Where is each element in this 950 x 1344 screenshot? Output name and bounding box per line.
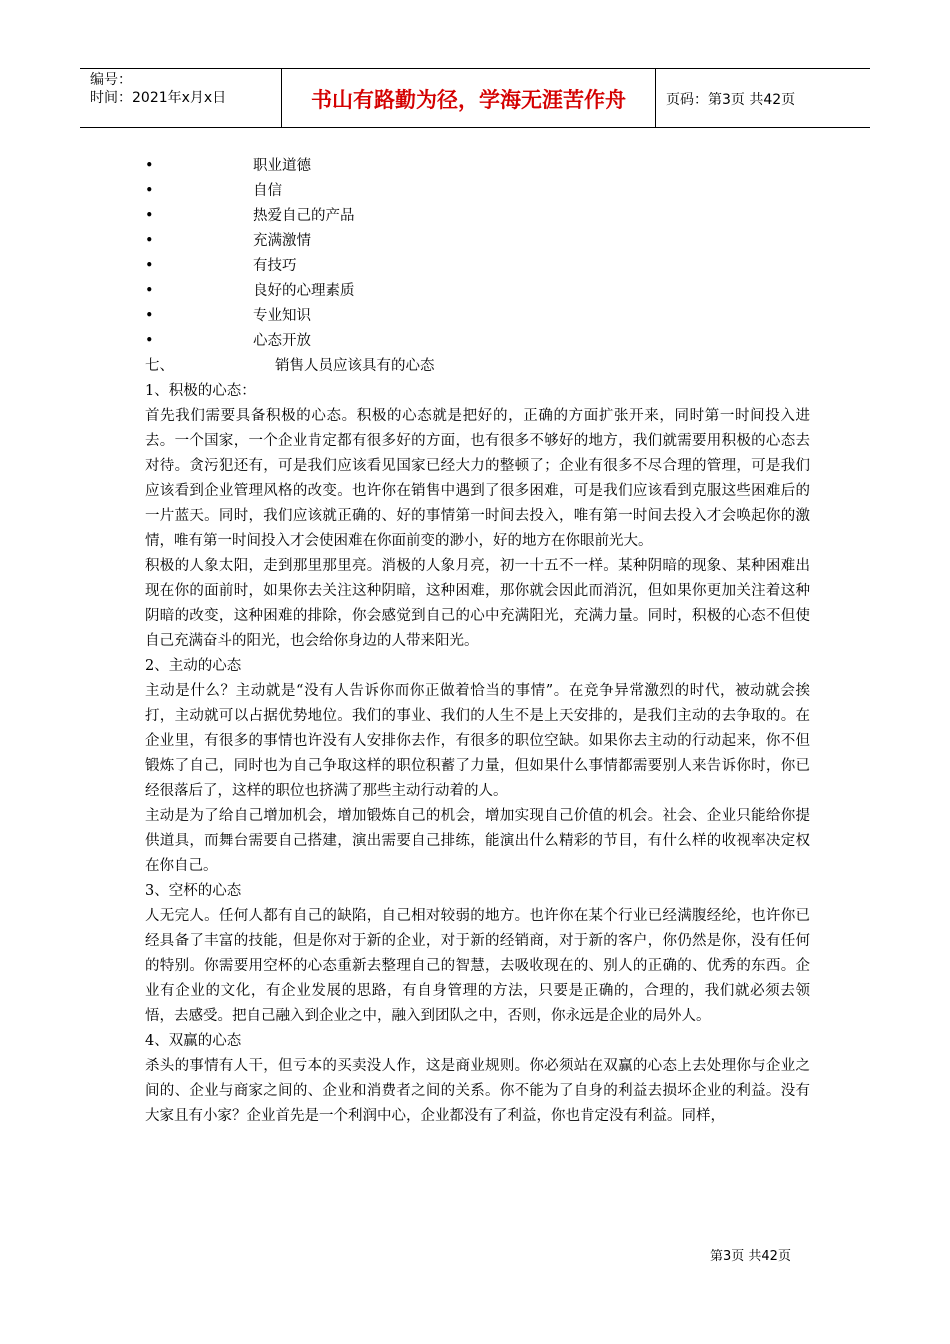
document-number-label: 编号： xyxy=(90,72,132,88)
document-body xyxy=(145,154,810,1129)
list-item-text: 良好的心理素质 xyxy=(253,283,355,299)
paragraph: 首先我们需要具备积极的心态。积极的心态就是把好的，正确的方面扩张开来，同时第一时间投入进去。一个国家，一个企业肯定都有很多好的方面，也有很多不够好的地方，我们就需要用积极的心态去对待。贪污犯还有，可是我们应该看见国家已经大力的整顿了；企业有很多不尽合理的管理，可是我们应该看到企业管理风格的改变。也许你在销售中遇到了很多困难，可是我们应该看到克服这些困难后的一片蓝天。同时，我们应该就正确的、好的事情第一时间去投入，唯有第一时间去投入才会唤起你的激情，唯有第一时间投入才会使困难在你面前变的渺小，好的地方在你眼前光大。 xyxy=(145,408,810,549)
bullet-icon: • xyxy=(145,258,154,274)
subsection-heading-win-win: 4、双赢的心态 xyxy=(145,1033,242,1049)
header-motto: 书山有路勤为径，学海无涯苦作舟 xyxy=(282,69,656,128)
list-item xyxy=(145,254,810,279)
list-item-text: 职业道德 xyxy=(253,158,311,174)
bullet-icon: • xyxy=(145,333,154,349)
list-item xyxy=(145,204,810,229)
list-item-text: 充满激情 xyxy=(253,233,311,249)
bullet-icon: • xyxy=(145,208,154,224)
bullet-icon: • xyxy=(145,283,154,299)
list-item-text: 热爱自己的产品 xyxy=(253,208,355,224)
paragraph: 主动是什么？主动就是“没有人告诉你而你正做着恰当的事情”。在竞争异常激烈的时代，被动就会挨打，主动就可以占据优势地位。我们的事业、我们的人生不是上天安排的，是我们主动的去争取的。在企业里，有很多的事情也许没有人安排你去作，有很多的职位空缺。如果你去主动的行动起来，你不但锻炼了自己，同时也为自己争取这样的职位积蓄了力量，但如果什么事情都需要别人来告诉你时，你已经很落后了，这样的职位也挤满了那些主动行动着的人。 xyxy=(145,683,810,799)
list-item-text: 专业知识 xyxy=(253,308,311,324)
bullet-list xyxy=(145,154,810,354)
document-date-label: 时间：2021年x月x日 xyxy=(90,90,227,106)
bullet-icon: • xyxy=(145,233,154,249)
bullet-icon: • xyxy=(145,308,154,324)
list-item xyxy=(145,279,810,304)
list-item-text: 自信 xyxy=(253,183,282,199)
page-footer: 第3页 共42页 xyxy=(710,1249,791,1264)
paragraph: 主动是为了给自己增加机会，增加锻炼自己的机会，增加实现自己价值的机会。社会、企业只能给你提供道具，而舞台需要自己搭建，演出需要自己排练，能演出什么精彩的节目，有什么样的收视率决定权在你自己。 xyxy=(145,808,810,874)
paragraph: 杀头的事情有人干，但亏本的买卖没人作，这是商业规则。你必须站在双赢的心态上去处理你与企业之间的、企业与商家之间的、企业和消费者之间的关系。你不能为了自身的利益去损坏企业的利益。没有大家且有小家？企业首先是一个利润中心，企业都没有了利益，你也肯定没有利益。同样， xyxy=(145,1058,810,1124)
list-item xyxy=(145,179,810,204)
section-number: 七、 xyxy=(145,358,174,374)
list-item xyxy=(145,154,810,179)
list-item xyxy=(145,304,810,329)
list-item-text: 有技巧 xyxy=(253,258,297,274)
list-item xyxy=(145,329,810,354)
list-item-text: 心态开放 xyxy=(253,333,311,349)
header-meta-cell xyxy=(80,69,282,128)
section-title: 销售人员应该具有的心态 xyxy=(275,358,435,374)
section-heading xyxy=(145,354,810,379)
bullet-icon: • xyxy=(145,158,154,174)
list-item xyxy=(145,229,810,254)
paragraph: 人无完人。任何人都有自己的缺陷，自己相对较弱的地方。也许你在某个行业已经满腹经纶，也许你已经具备了丰富的技能，但是你对于新的企业，对于新的经销商，对于新的客户，你仍然是你，没有任何的特别。你需要用空杯的心态重新去整理自己的智慧，去吸收现在的、别人的正确的、优秀的东西。企业有企业的文化，有企业发展的思路，有自身管理的方法，只要是正确的，合理的，我们就必须去领悟，去感受。把自己融入到企业之中，融入到团队之中，否则，你永远是企业的局外人。 xyxy=(145,908,810,1024)
subsection-heading-proactive: 2、主动的心态 xyxy=(145,658,242,674)
paragraph: 积极的人象太阳，走到那里那里亮。消极的人象月亮，初一十五不一样。某种阴暗的现象、某种困难出现在你的面前时，如果你去关注这种阴暗，这种困难，那你就会因此而消沉，但如果你更加关注着这种阴暗的改变，这种困难的排除，你会感觉到自己的心中充满阳光，充满力量。同时，积极的心态不但使自己充满奋斗的阳光，也会给你身边的人带来阳光。 xyxy=(145,558,810,649)
bullet-icon: • xyxy=(145,183,154,199)
header-page-code: 页码：第3页 共42页 xyxy=(666,91,796,108)
page-header xyxy=(80,68,870,128)
subsection-heading-empty-cup: 3、空杯的心态 xyxy=(145,883,242,899)
subsection-heading-positive: 1、积极的心态： xyxy=(145,383,256,399)
